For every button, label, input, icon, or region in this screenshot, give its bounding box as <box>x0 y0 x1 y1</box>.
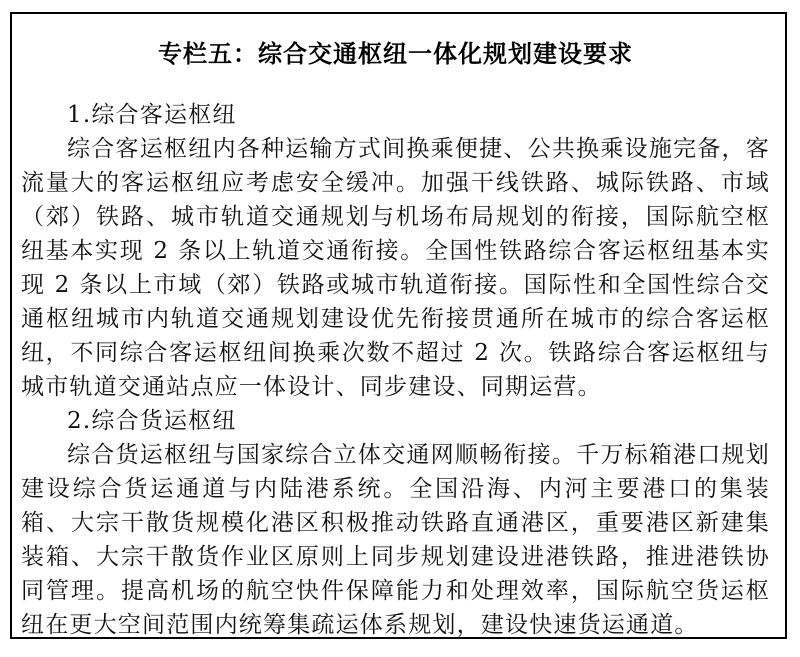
section-1-heading: 1.综合客运枢纽 <box>67 102 237 128</box>
section-1-body: 综合客运枢纽内各种运输方式间换乘便捷、公共换乘设施完备，客流量大的客运枢纽应考虑安全缓冲。加强干线铁路、城际铁路、市域（郊）铁路、城市轨道交通规划与机场布局规划的衔接，国际航空枢纽基本实现 2 条以上轨道交通衔接。全国性铁路综合客运枢纽基本实现 2 条以上市域（郊）铁路或城市轨道衔接。国际性和全国性综合交通枢纽城市内轨道交通规划建设优先衔接贯通所在城市的综合客运枢纽，不同综合客运枢纽间换乘次数不超过 2 次。铁路综合客运枢纽与城市轨道交通站点应一体设计、同步建设、同期运营。 <box>21 136 770 400</box>
section-2-heading: 2.综合货运枢纽 <box>67 408 237 434</box>
section-2-body: 综合货运枢纽与国家综合立体交通网顺畅衔接。千万标箱港口规划建设综合货运通道与内陆港系统。全国沿海、内河主要港口的集装箱、大宗干散货规模化港区积极推动铁路直通港区，重要港区新建集装箱、大宗干散货作业区原则上同步规划建设进港铁路，推进港铁协同管理。提高机场的航空快件保障能力和处理效率，国际航空货运枢纽在更大空间范围内统筹集疏运体系规划，建设快速货运通道。 <box>21 442 770 638</box>
box-title: 专栏五：综合交通枢纽一体化规划建设要求 <box>158 40 633 68</box>
callout-box-frame <box>10 12 787 639</box>
